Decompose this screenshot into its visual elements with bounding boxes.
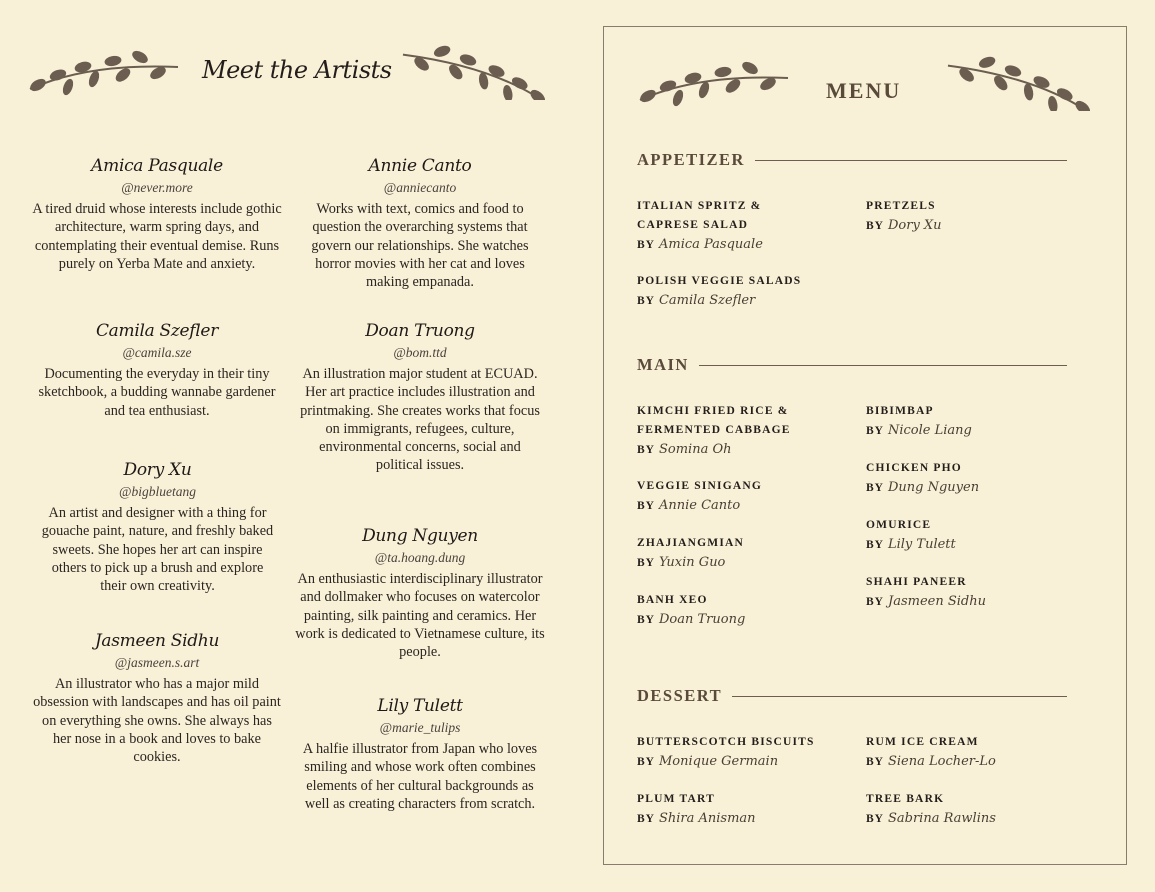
artist-handle: @jasmeen.s.art — [114, 655, 200, 670]
dish-name: BANH XEO — [637, 594, 708, 606]
artist-bio: An artist and designer with a thing for gouache paint, nature, and freshly baked sweets. She hopes her art can inspire others to pick up a brush and explore their own creativity. — [41, 505, 274, 595]
section-title: MAIN — [637, 355, 689, 374]
dish-artist: Dory Xu — [887, 218, 942, 233]
artist-name: Lily Tulett — [377, 696, 463, 716]
artist-card — [300, 321, 540, 475]
menu-item — [637, 790, 756, 829]
artist-handle: @bigbluetang — [119, 484, 196, 499]
by-label: BY — [866, 220, 884, 232]
artist-card — [295, 526, 545, 661]
artist-name: Amica Pasquale — [91, 156, 223, 176]
section-divider — [732, 696, 1067, 697]
leaf-branch-icon — [395, 45, 551, 100]
dish-name: BUTTERSCOTCH BISCUITS — [637, 736, 815, 748]
menu-section-heading — [637, 355, 1067, 375]
by-label: BY — [866, 813, 884, 825]
artist-bio: An illustration major student at ECUAD. Her art practice includes illustration and printmaking. She creates works that focus on immigrants, refugees, culture, environmental concerns, social and political issues. — [300, 366, 540, 474]
dish-name: KIMCHI FRIED RICE & FERMENTED CABBAGE — [637, 405, 791, 436]
dish-name: VEGGIE SINIGANG — [637, 480, 763, 492]
dish-name: ITALIAN SPRITZ & CAPRESE SALAD — [637, 200, 762, 231]
dish-artist: Sabrina Rawlins — [887, 811, 996, 826]
by-label: BY — [637, 614, 655, 626]
dish-name: TREE BARK — [866, 793, 945, 805]
dish-name: SHAHI PANEER — [866, 576, 967, 588]
artist-handle: @bom.ttd — [393, 345, 447, 360]
artist-name: Doan Truong — [365, 321, 475, 341]
dish-artist: Lily Tulett — [887, 537, 956, 552]
section-divider — [755, 160, 1067, 161]
menu-section-heading — [637, 150, 1067, 170]
leaf-branch-icon — [638, 56, 794, 111]
menu-item — [866, 459, 979, 498]
dish-name: RUM ICE CREAM — [866, 736, 979, 748]
menu-item — [866, 573, 986, 612]
menu-item — [637, 197, 763, 255]
menu-item — [866, 516, 956, 555]
artist-card — [300, 696, 540, 813]
dish-artist: Siena Locher-Lo — [887, 754, 996, 769]
menu-item — [866, 790, 996, 829]
artist-handle: @ta.hoang.dung — [374, 550, 466, 565]
artist-card — [37, 321, 277, 420]
dish-artist: Yuxin Guo — [658, 555, 726, 570]
dish-artist: Monique Germain — [658, 754, 779, 769]
artist-name: Camila Szefler — [95, 321, 219, 341]
menu-item — [637, 477, 762, 516]
artist-bio: An illustrator who has a major mild obsession with landscapes and has oil paint on everything she owns. She always has her nose in a book and loves to bake cookies. — [33, 676, 281, 766]
dish-artist: Doan Truong — [658, 612, 746, 627]
dish-name: PLUM TART — [637, 793, 716, 805]
dish-artist: Amica Pasquale — [658, 237, 763, 252]
menu-item — [866, 733, 996, 772]
by-label: BY — [866, 756, 884, 768]
by-label: BY — [637, 500, 655, 512]
leaf-branch-icon — [28, 45, 184, 100]
artist-card — [300, 156, 540, 291]
artist-bio: A tired druid whose interests include gothic architecture, warm spring days, and contemplating their eventual demise. Runs purely on Yerba Mate and anxiety. — [32, 201, 282, 272]
artist-name: Dung Nguyen — [362, 526, 478, 546]
by-label: BY — [866, 539, 884, 551]
dish-name: OMURICE — [866, 519, 932, 531]
artist-card — [40, 460, 275, 595]
dish-artist: Jasmeen Sidhu — [887, 594, 986, 609]
section-title: DESSERT — [637, 686, 723, 705]
by-label: BY — [866, 425, 884, 437]
menu-item — [866, 197, 942, 236]
by-label: BY — [637, 756, 655, 768]
dish-name: BIBIMBAP — [866, 405, 934, 417]
menu-item — [637, 534, 744, 573]
dish-name: POLISH VEGGIE SALADS — [637, 275, 802, 287]
section-title: APPETIZER — [637, 150, 745, 169]
leaf-branch-icon — [940, 56, 1096, 111]
menu-section-heading — [637, 686, 1067, 706]
dish-name: ZHAJIANGMIAN — [637, 537, 745, 549]
menu-title: MENU — [826, 78, 902, 103]
by-label: BY — [866, 482, 884, 494]
page-title: Meet the Artists — [202, 56, 392, 84]
artist-handle: @never.more — [121, 180, 193, 195]
artist-name: Annie Canto — [368, 156, 472, 176]
dish-artist: Dung Nguyen — [887, 480, 980, 495]
by-label: BY — [637, 813, 655, 825]
dish-artist: Somina Oh — [658, 442, 732, 457]
artist-bio: Works with text, comics and food to question the overarching systems that govern our relationships. She watches horror movies with her cat and loves making empanada. — [311, 201, 529, 291]
dish-name: PRETZELS — [866, 200, 936, 212]
by-label: BY — [637, 295, 655, 307]
by-label: BY — [637, 239, 655, 251]
by-label: BY — [866, 596, 884, 608]
menu-item — [637, 733, 815, 772]
by-label: BY — [637, 444, 655, 456]
artist-bio: Documenting the everyday in their tiny sketchbook, a budding wannabe gardener and tea enthusiast. — [38, 366, 276, 419]
artist-bio: A halfie illustrator from Japan who loves smiling and whose work often combines elements of her cultural backgrounds as well as creating characters from scratch. — [302, 741, 538, 812]
artist-card — [32, 631, 282, 766]
dish-name: CHICKEN PHO — [866, 462, 962, 474]
dish-artist: Camila Szefler — [658, 293, 756, 308]
menu-item — [866, 402, 972, 441]
menu-item — [637, 272, 801, 311]
section-divider — [699, 365, 1067, 366]
artist-name: Dory Xu — [123, 460, 192, 480]
artist-bio: An enthusiastic interdisciplinary illustrator and dollmaker who focuses on watercolor painting, silk painting and ceramics. Her work is dedicated to Vietnamese culture, its people. — [295, 571, 545, 661]
artist-name: Jasmeen Sidhu — [94, 631, 220, 651]
dish-artist: Annie Canto — [658, 498, 741, 513]
dish-artist: Shira Anisman — [658, 811, 756, 826]
artist-card — [32, 156, 282, 273]
menu-item — [637, 402, 791, 460]
menu-item — [637, 591, 745, 630]
artist-handle: @marie_tulips — [379, 720, 461, 735]
artist-handle: @anniecanto — [383, 180, 457, 195]
by-label: BY — [637, 557, 655, 569]
dish-artist: Nicole Liang — [887, 423, 972, 438]
artist-handle: @camila.sze — [122, 345, 192, 360]
